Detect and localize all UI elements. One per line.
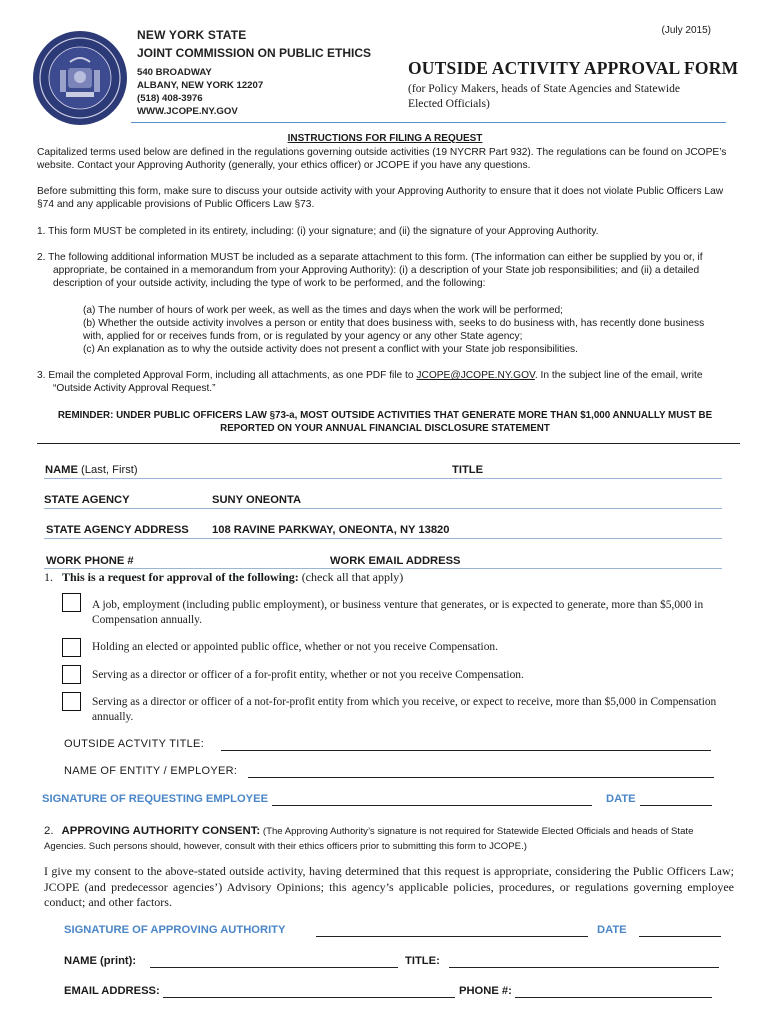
entity-employer-label: NAME OF ENTITY / EMPLOYER: xyxy=(64,765,238,777)
instructions-heading: INSTRUCTIONS FOR FILING A REQUEST xyxy=(287,133,483,144)
item3-text: 3. Email the completed Approval Form, including all attachments, as one PDF file to xyxy=(37,370,417,381)
header-rule xyxy=(131,122,726,123)
approver-title-line[interactable] xyxy=(449,967,719,968)
option-public-office: Holding an elected or appointed public office, whether or not you receive Compensation. xyxy=(92,641,498,653)
address-line: 540 BROADWAY xyxy=(137,67,212,78)
checkbox-not-for-profit-director[interactable] xyxy=(62,692,81,711)
instruction-item-2: 2. The following additional information MUST be included as a separate attachment to this form. (The information can either be supplied by you or, if appropriate, be contained in a memorandum from your Approving Authority): (i) a description of your State job responsibilities; and (ii) a detailed description of your outside activity, including the type of work to be performed, and the following: xyxy=(37,252,703,289)
state-agency-value[interactable]: SUNY ONEONTA xyxy=(212,494,302,506)
commission-name: JOINT COMMISSION ON PUBLIC ETHICS xyxy=(137,46,372,60)
phone-line: (518) 408-3976 xyxy=(137,93,203,104)
agency-address xyxy=(137,66,371,118)
form-version: (July 2015) xyxy=(661,25,711,36)
approver-email-line[interactable] xyxy=(163,997,455,998)
form-title: OUTSIDE ACTIVITY APPROVAL FORM xyxy=(408,58,739,78)
website-line: WWW.JCOPE.NY.GOV xyxy=(137,106,238,117)
approver-email-label: EMAIL ADDRESS: xyxy=(64,985,160,997)
instructions-intro: Capitalized terms used below are defined in the regulations governing outside activities (19 NYCRR Part 932). The regulations can be found on JCOPE’s website. Contact your Approving Authority (generally, your ethics officer) or JCOPE if you have any questions. xyxy=(37,147,727,171)
approver-name-label: NAME (print): xyxy=(64,955,137,967)
state-agency-input-line[interactable] xyxy=(44,508,722,509)
approver-signature-line[interactable] xyxy=(316,936,588,937)
employee-date-label: DATE xyxy=(606,793,636,805)
entity-employer-input-line[interactable] xyxy=(248,777,714,778)
instruction-sub-c: (c) An explanation as to why the outside activity does not present a conflict with your State job responsibilities. xyxy=(83,344,578,355)
state-agency-label: STATE AGENCY xyxy=(44,494,130,506)
phone-email-input-line[interactable] xyxy=(44,568,722,569)
state-name: NEW YORK STATE xyxy=(137,28,247,42)
instruction-item-3 xyxy=(37,370,727,396)
agency-address-label: STATE AGENCY ADDRESS xyxy=(46,524,189,536)
option-job-employment: A job, employment (including public employment), or business venture that generates, or is expected to generate, more than $5,000 in Compensation annually. xyxy=(92,599,704,626)
consent-statement: I give my consent to the above-stated outside activity, having determined that this request is appropriate, considering the Public Officers Law; JCOPE (and predecessor agencies’) Advisory Opinions; this agency’s applicable policies, procedures, or regulations governing employee conduct; and other factors. xyxy=(44,864,734,909)
address-line: ALBANY, NEW YORK 12207 xyxy=(137,80,264,91)
work-phone-label: WORK PHONE # xyxy=(46,555,134,567)
employee-signature-label: SIGNATURE OF REQUESTING EMPLOYEE xyxy=(42,793,269,805)
option-for-profit-director: Serving as a director or officer of a for-profit entity, whether or not you receive Compensation. xyxy=(92,669,524,681)
title-label: TITLE xyxy=(452,464,484,476)
instruction-item-1: 1. This form MUST be completed in its entirety, including: (i) your signature; and (ii) the signature of your Approving Authority. xyxy=(37,226,599,237)
approver-title-label: TITLE: xyxy=(405,955,440,967)
name-label: NAME (Last, First) xyxy=(45,464,138,476)
approver-date-line[interactable] xyxy=(639,936,721,937)
agency-address-value[interactable]: 108 RAVINE PARKWAY, ONEONTA, NY 13820 xyxy=(212,524,450,536)
approver-phone-line[interactable] xyxy=(515,997,712,998)
activity-title-label: OUTSIDE ACTVITY TITLE: xyxy=(64,738,205,750)
section-2-heading: 2. APPROVING AUTHORITY CONSENT: (The Approving Authority’s signature is not required for Statewide Elected Officials and heads of State Agencies. Such persons should, however, consult with their ethics officers prior to submitting this form to JCOPE.) xyxy=(44,825,694,852)
instructions-before: Before submitting this form, make sure to discuss your outside activity with your Approving Authority to ensure that it does not violate Public Officers Law §74 and any applicable provisions of Public Officers Law §73. xyxy=(37,186,724,210)
checkbox-job-employment[interactable] xyxy=(62,593,81,612)
form-subtitle: (for Policy Makers, heads of State Agencies and Statewide Elected Officials) xyxy=(408,82,681,110)
option-not-for-profit-director: Serving as a director or officer of a not-for-profit entity from which you receive, or expect to receive, more than $5,000 in Compensation annually. xyxy=(92,696,717,723)
divider xyxy=(37,443,740,444)
agency-address-input-line[interactable] xyxy=(44,538,722,539)
name-title-input-line[interactable] xyxy=(44,478,722,479)
employee-date-line[interactable] xyxy=(640,805,712,806)
approver-date-label: DATE xyxy=(597,924,627,936)
agency-block xyxy=(137,28,371,118)
section-1-heading: 1. This is a request for approval of the following: (check all that apply) xyxy=(44,570,404,584)
checkbox-public-office[interactable] xyxy=(62,638,81,657)
employee-signature-line[interactable] xyxy=(272,805,592,806)
activity-title-input-line[interactable] xyxy=(221,750,711,751)
approver-signature-label: SIGNATURE OF APPROVING AUTHORITY xyxy=(64,924,286,936)
instruction-sub-b: (b) Whether the outside activity involves a person or entity that does business with, seeks to do business with, has recently done business with, applied for or receives funds from, or is regulated by your agency or any other State agency; xyxy=(83,318,705,342)
state-seal-logo xyxy=(32,30,128,126)
checkbox-for-profit-director[interactable] xyxy=(62,665,81,684)
work-email-label: WORK EMAIL ADDRESS xyxy=(330,555,461,567)
item3-text-end: . In the subject line of the email, write “Outside Activity Approval Request.” xyxy=(53,370,703,394)
reminder-notice: REMINDER: UNDER PUBLIC OFFICERS LAW §73-a, MOST OUTSIDE ACTIVITIES THAT GENERATE MORE THAN $1,000 ANNUALLY MUST BE REPORTED ON YOUR ANNUAL FINANCIAL DISCLOSURE STATEMENT xyxy=(57,410,713,434)
instruction-sub-a: (a) The number of hours of work per week, as well as the times and days when the work will be performed; xyxy=(83,305,563,316)
approver-name-line[interactable] xyxy=(150,967,398,968)
approver-phone-label: PHONE #: xyxy=(459,985,512,997)
jcope-email-link[interactable]: JCOPE@JCOPE.NY.GOV xyxy=(416,370,535,381)
